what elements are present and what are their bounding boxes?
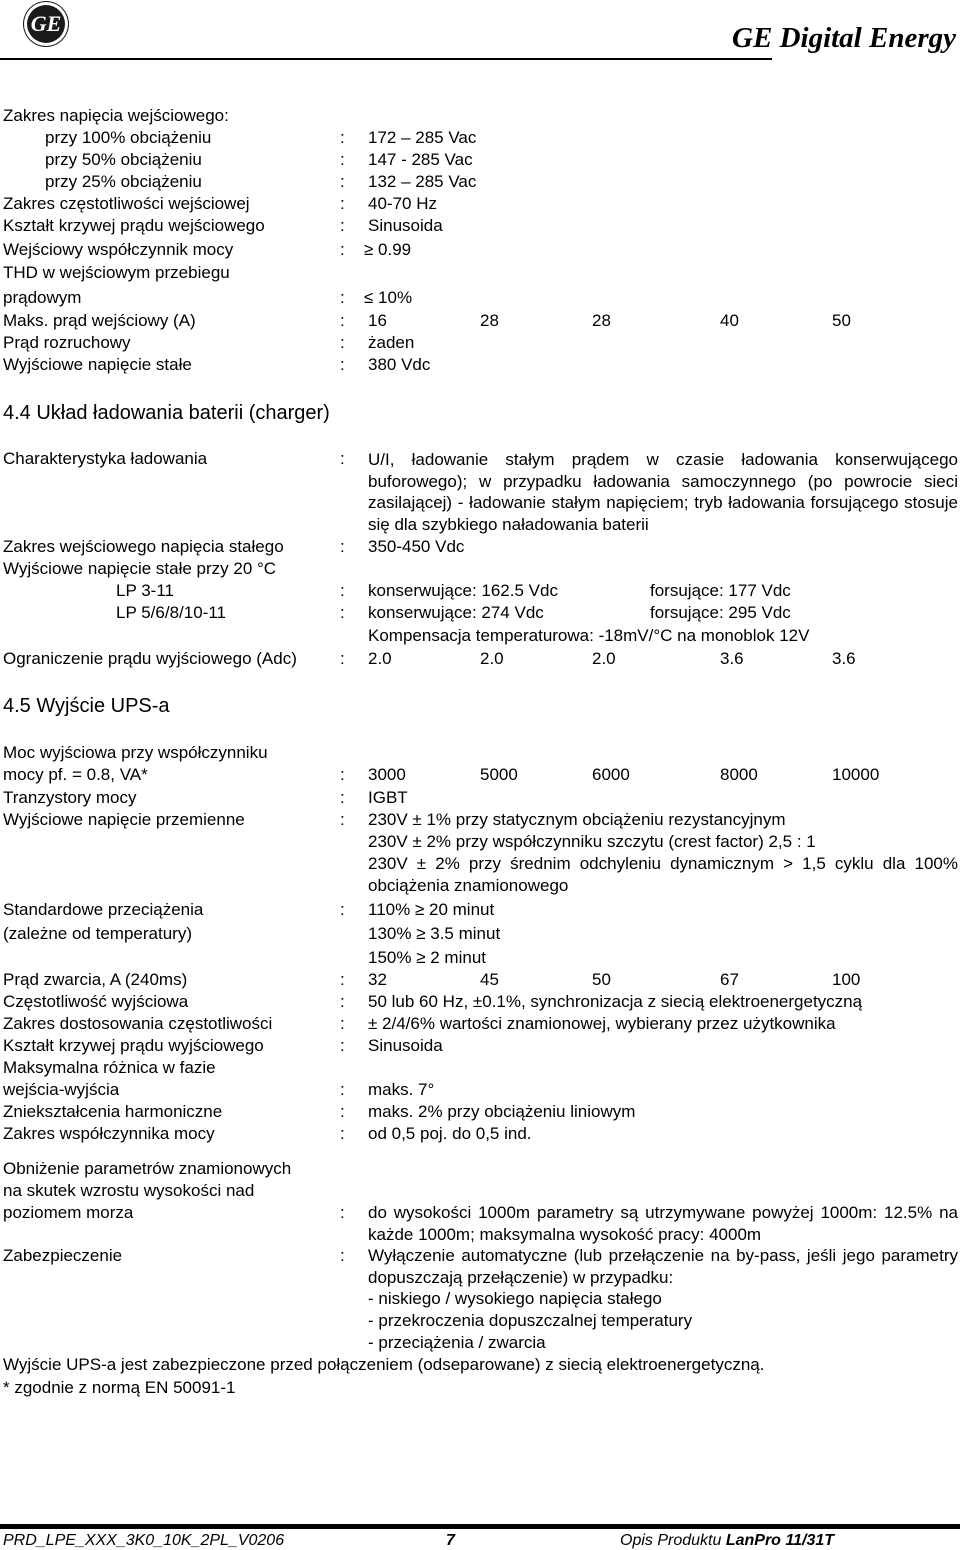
value: 230V ± 2% przy współczynniku szczytu (crest factor) 2,5 : 1 (368, 832, 816, 851)
value: Kompensacja temperaturowa: -18mV/°C na monoblok 12V (368, 626, 810, 645)
label: Kształt krzywej prądu wejściowego (3, 216, 265, 235)
label: Częstotliwość wyjściowa (3, 992, 189, 1011)
brand-title: GE Digital Energy (732, 22, 956, 54)
value: 110% ≥ 20 minut (368, 900, 495, 919)
value-cell: 50 (832, 311, 851, 330)
value: konserwujące: 274 Vdc (368, 603, 544, 622)
label: Obniżenie parametrów znamionowych (3, 1159, 292, 1178)
section-heading-4-4: 4.4 Układ ładowania baterii (charger) (3, 402, 330, 424)
label: Maks. prąd wejściowy (A) (3, 311, 196, 330)
value-cell: 3.6 (720, 649, 744, 668)
colon: : (340, 1124, 345, 1143)
colon: : (340, 788, 345, 807)
value-cell: 6000 (592, 765, 630, 784)
list-item: - przekroczenia dopuszczalnej temperatury (368, 1311, 693, 1330)
colon: : (340, 311, 345, 330)
colon: : (340, 970, 345, 989)
value: żaden (368, 333, 415, 352)
colon: : (340, 172, 345, 191)
label: Zniekształcenia harmoniczne (3, 1102, 223, 1121)
value: do wysokości 1000m parametry są utrzymywane powyżej 1000m: 12.5% na każde 1000m; maksymalna wysokość pracy: 4000m (368, 1203, 958, 1244)
label: Zakres wejściowego napięcia stałego (3, 537, 284, 556)
value-cell: 8000 (720, 765, 758, 784)
label: LP 5/6/8/10-11 (116, 603, 226, 622)
label: Charakterystyka ładowania (3, 449, 208, 468)
colon: : (340, 288, 345, 307)
colon: : (340, 1014, 345, 1033)
value-cell: 32 (368, 970, 387, 989)
label: mocy pf. = 0.8, VA* (3, 765, 148, 784)
value: 230V ± 2% przy średnim odchyleniu dynamicznym > 1,5 cyklu dla 100% obciążenia znamionowego (368, 854, 958, 895)
colon: : (340, 765, 345, 784)
label: Zakres częstotliwości wejściowej (3, 194, 250, 213)
value-cell: 50 (592, 970, 611, 989)
product-label (620, 1532, 834, 1550)
label: prądowym (3, 288, 82, 307)
value: Sinusoida (368, 1036, 443, 1055)
label: Wyjściowe napięcie stałe przy 20 °C (3, 559, 277, 578)
value: 150% ≥ 2 minut (368, 948, 487, 967)
label: Tranzystory mocy (3, 788, 137, 807)
note: Wyjście UPS-a jest zabezpieczone przed połączeniem (odseparowane) z siecią elektroenergetyczną. (3, 1355, 765, 1374)
value-cell: 2.0 (368, 649, 392, 668)
value: ≥ 0.99 (364, 240, 412, 259)
header-rule (0, 58, 772, 60)
colon: : (340, 449, 345, 468)
colon: : (340, 1036, 345, 1055)
colon: : (340, 1102, 345, 1121)
colon: : (340, 992, 345, 1011)
colon: : (340, 649, 345, 668)
label: Wyjściowe napięcie stałe (3, 355, 192, 374)
value: maks. 7° (368, 1080, 435, 1099)
colon: : (340, 216, 345, 235)
value: 50 lub 60 Hz, ±0.1%, synchronizacja z siecią elektroenergetyczną (368, 992, 863, 1011)
value: od 0,5 poj. do 0,5 ind. (368, 1124, 532, 1143)
value: 350-450 Vdc (368, 537, 465, 556)
colon: : (340, 240, 345, 259)
product-prefix: Opis Produktu (620, 1532, 726, 1549)
label: (zależne od temperatury) (3, 924, 192, 943)
value: 40-70 Hz (368, 194, 437, 213)
label: Wyjściowe napięcie przemienne (3, 810, 245, 829)
value: Wyłączenie automatyczne (lub przełączenie na by-pass, jeśli jego parametry dopuszczają przełączenie) w przypadku: (368, 1246, 958, 1287)
value: ± 2/4/6% wartości znamionowej, wybierany przez użytkownika (368, 1014, 836, 1033)
label: Zakres współczynnika mocy (3, 1124, 215, 1143)
doc-id: PRD_LPE_XXX_3K0_10K_2PL_V0206 (3, 1532, 285, 1549)
colon: : (340, 810, 345, 829)
footer-rule (0, 1524, 960, 1529)
label: LP 3-11 (116, 581, 174, 600)
value-cell: 67 (720, 970, 739, 989)
colon: : (340, 1080, 345, 1099)
page-number: 7 (446, 1532, 455, 1549)
value: 380 Vdc (368, 355, 431, 374)
section-heading-4-5: 4.5 Wyjście UPS-a (3, 695, 170, 717)
value: 130% ≥ 3.5 minut (368, 924, 501, 943)
value-cell: 45 (480, 970, 499, 989)
value-cell: 2.0 (480, 649, 504, 668)
label: Standardowe przeciążenia (3, 900, 204, 919)
charging-characteristic: U/I, ładowanie stałym prądem w czasie ładowania konserwującego buforowego); w przypadku ładowania samoczynnego (po powrocie sieci zasilającej) - ładowanie stałym napięciem; tryb ładowania forsującego stosuje się dla szybkiego naładowania baterii (368, 450, 958, 535)
label: Prąd zwarcia, A (240ms) (3, 970, 188, 989)
list-item: - niskiego / wysokiego napięcia stałego (368, 1289, 662, 1308)
value-cell: 40 (720, 311, 739, 330)
label: THD w wejściowym przebiegu (3, 263, 230, 282)
value: maks. 2% przy obciążeniu liniowym (368, 1102, 636, 1121)
colon: : (340, 900, 345, 919)
footnote: * zgodnie z normą EN 50091-1 (3, 1378, 236, 1397)
value: IGBT (368, 788, 408, 807)
value: forsujące: 295 Vdc (650, 603, 791, 622)
list-item: - przeciążenia / zwarcia (368, 1333, 546, 1352)
colon: : (340, 128, 345, 147)
value-cell: 10000 (832, 765, 880, 784)
colon: : (340, 1203, 345, 1222)
value: ≤ 10% (364, 288, 413, 307)
label: przy 25% obciążeniu (45, 172, 202, 191)
label: Wejściowy współczynnik mocy (3, 240, 234, 259)
value-cell: 100 (832, 970, 861, 989)
colon: : (340, 1246, 345, 1265)
label: poziomem morza (3, 1203, 134, 1222)
value-cell: 28 (480, 311, 499, 330)
colon: : (340, 333, 345, 352)
value: 132 – 285 Vac (368, 172, 477, 191)
value: konserwujące: 162.5 Vdc (368, 581, 558, 600)
colon: : (340, 194, 345, 213)
label: Ograniczenie prądu wyjściowego (Adc) (3, 649, 297, 668)
value: Sinusoida (368, 216, 443, 235)
value-cell: 2.0 (592, 649, 616, 668)
colon: : (340, 355, 345, 374)
label: wejścia-wyjścia (3, 1080, 120, 1099)
value: 147 - 285 Vac (368, 150, 473, 169)
colon: : (340, 581, 345, 600)
label: Prąd rozruchowy (3, 333, 131, 352)
label: Zakres dostosowania częstotliwości (3, 1014, 273, 1033)
colon: : (340, 603, 345, 622)
value-cell: 3000 (368, 765, 406, 784)
label: przy 50% obciążeniu (45, 150, 202, 169)
label: Maksymalna różnica w fazie (3, 1058, 216, 1077)
value-cell: 16 (368, 311, 387, 330)
value: 172 – 285 Vac (368, 128, 477, 147)
ge-logo: GE (24, 2, 68, 46)
value-cell: 5000 (480, 765, 518, 784)
label: Kształt krzywej prądu wyjściowego (3, 1036, 264, 1055)
value-cell: 28 (592, 311, 611, 330)
value: 230V ± 1% przy statycznym obciążeniu rezystancyjnym (368, 810, 786, 829)
product-name: LanPro 11/31T (725, 1532, 835, 1549)
colon: : (340, 537, 345, 556)
input-range-title: Zakres napięcia wejściowego: (3, 106, 229, 125)
value: forsujące: 177 Vdc (650, 581, 791, 600)
label: Zabezpieczenie (3, 1246, 123, 1265)
label: na skutek wzrostu wysokości nad (3, 1181, 255, 1200)
value-cell: 3.6 (832, 649, 856, 668)
label: Moc wyjściowa przy współczynniku (3, 743, 268, 762)
colon: : (340, 150, 345, 169)
label: przy 100% obciążeniu (45, 128, 212, 147)
